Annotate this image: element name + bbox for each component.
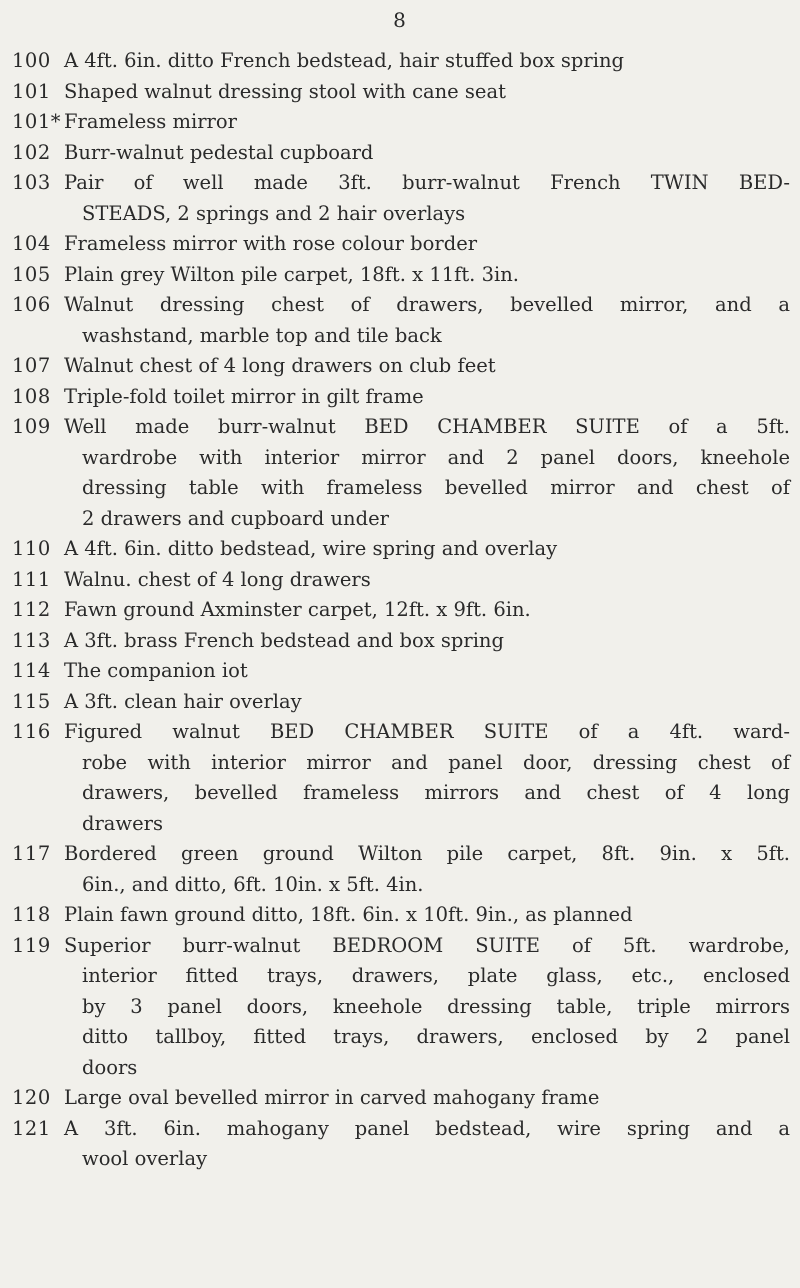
lot-description-line: ditto tallboy, fitted trays, drawers, enclosed by 2 panel	[82, 1025, 790, 1048]
lot-number: 115	[12, 689, 51, 713]
lot-description-line: A 3ft. brass French bedstead and box spring	[64, 628, 504, 652]
lot-entry	[0, 229, 800, 260]
lot-entry	[0, 46, 800, 77]
lot-number: 110	[12, 537, 51, 560]
page-number: 8	[393, 8, 407, 32]
lot-description-line: drawers	[82, 811, 163, 835]
lot-number: 101*	[12, 110, 61, 133]
lot-list	[0, 46, 800, 1175]
lot-entry	[0, 839, 800, 900]
lot-number: 111	[12, 567, 51, 591]
lot-description	[64, 351, 800, 382]
lot-number: 105	[12, 262, 51, 286]
lot-description-line: The companion iot	[64, 659, 248, 682]
lot-entry	[0, 1083, 800, 1114]
lot-number: 101	[12, 79, 51, 103]
lot-entry	[0, 534, 800, 565]
lot-number: 113	[12, 628, 51, 652]
lot-entry	[0, 900, 800, 931]
lot-description	[64, 77, 800, 108]
lot-description-line: washstand, marble top and tile back	[82, 323, 442, 347]
lot-entry	[0, 107, 800, 138]
lot-description	[64, 931, 800, 1084]
lot-number: 102	[12, 140, 51, 164]
lot-description	[64, 839, 800, 900]
lot-number: 107	[12, 354, 51, 377]
lot-entry	[0, 1114, 800, 1175]
lot-description	[64, 107, 800, 138]
lot-number: 114	[12, 659, 51, 682]
lot-description-line: wardrobe with interior mirror and 2 panel doors, kneehole	[82, 445, 790, 469]
lot-entry	[0, 77, 800, 108]
lot-entry	[0, 138, 800, 169]
lot-number: 103	[12, 171, 51, 194]
lot-description	[64, 900, 800, 931]
lot-description	[64, 626, 800, 657]
lot-description-line: Burr-walnut pedestal cupboard	[64, 140, 374, 164]
lot-description	[64, 290, 800, 351]
lot-description	[64, 46, 800, 77]
lot-description	[64, 1114, 800, 1175]
lot-description-line: Frameless mirror with rose colour border	[64, 232, 478, 255]
lot-description-line: A 3ft. 6in. mahogany panel bedstead, wire spring and a	[64, 1116, 790, 1140]
lot-number: 121	[12, 1116, 51, 1140]
lot-description-line: Plain fawn ground ditto, 18ft. 6in. x 10ft. 9in., as planned	[64, 903, 633, 926]
lot-description-line: Triple-fold toilet mirror in gilt frame	[64, 384, 424, 408]
lot-description	[64, 534, 800, 565]
lot-description-line: A 3ft. clean hair overlay	[64, 689, 302, 713]
lot-description-line: by 3 panel doors, kneehole dressing table, triple mirrors	[82, 994, 790, 1018]
lot-description-line: Shaped walnut dressing stool with cane seat	[64, 79, 506, 103]
lot-description	[64, 229, 800, 260]
lot-description	[64, 656, 800, 687]
lot-number: 109	[12, 415, 51, 438]
lot-description-line: Large oval bevelled mirror in carved mahogany frame	[64, 1086, 600, 1109]
lot-description-line: interior fitted trays, drawers, plate glass, etc., enclosed	[82, 964, 790, 987]
lot-entry	[0, 412, 800, 534]
lot-entry	[0, 290, 800, 351]
lot-description	[64, 412, 800, 534]
lot-description-line: Fawn ground Axminster carpet, 12ft. x 9ft. 6in.	[64, 598, 531, 621]
lot-description	[64, 1083, 800, 1114]
lot-entry	[0, 595, 800, 626]
lot-entry	[0, 717, 800, 839]
lot-number: 117	[12, 842, 51, 865]
lot-description-line: A 4ft. 6in. ditto French bedstead, hair stuffed box spring	[64, 49, 625, 72]
lot-description-line: A 4ft. 6in. ditto bedstead, wire spring and overlay	[64, 537, 558, 560]
lot-description	[64, 717, 800, 839]
lot-description-line: STEADS, 2 springs and 2 hair overlays	[82, 201, 466, 225]
lot-number: 116	[12, 720, 51, 743]
lot-number: 119	[12, 933, 51, 957]
lot-number: 108	[12, 384, 51, 408]
lot-description-line: Walnu. chest of 4 long drawers	[64, 567, 371, 591]
lot-entry	[0, 656, 800, 687]
lot-description-line: Walnut chest of 4 long drawers on club feet	[64, 354, 496, 377]
lot-description-line: 6in., and ditto, 6ft. 10in. x 5ft. 4in.	[82, 872, 424, 896]
lot-entry	[0, 260, 800, 291]
lot-description-line: doors	[82, 1055, 138, 1079]
lot-number: 104	[12, 232, 51, 255]
lot-description-line: Walnut dressing chest of drawers, bevelled mirror, and a	[64, 293, 790, 316]
lot-description-line: drawers, bevelled frameless mirrors and chest of 4 long	[82, 781, 790, 804]
lot-number: 112	[12, 598, 51, 621]
lot-number: 100	[12, 49, 51, 72]
lot-description	[64, 595, 800, 626]
lot-description-line: 2 drawers and cupboard under	[82, 506, 389, 530]
lot-description-line: Bordered green ground Wilton pile carpet, 8ft. 9in. x 5ft.	[64, 842, 790, 865]
lot-description-line: Well made burr-walnut BED CHAMBER SUITE of a 5ft.	[64, 415, 790, 438]
lot-entry	[0, 565, 800, 596]
lot-description-line: wool overlay	[82, 1147, 208, 1170]
lot-description	[64, 382, 800, 413]
lot-description-line: Figured walnut BED CHAMBER SUITE of a 4ft. ward-	[64, 720, 790, 743]
lot-description	[64, 565, 800, 596]
lot-entry	[0, 382, 800, 413]
lot-entry	[0, 687, 800, 718]
lot-description-line: Pair of well made 3ft. burr-walnut French TWIN BED-	[64, 171, 790, 194]
lot-description-line: Superior burr-walnut BEDROOM SUITE of 5ft. wardrobe,	[64, 933, 790, 957]
lot-description-line: Frameless mirror	[64, 110, 237, 133]
lot-number: 120	[12, 1086, 51, 1109]
lot-description	[64, 687, 800, 718]
lot-description	[64, 168, 800, 229]
lot-entry	[0, 351, 800, 382]
lot-number: 106	[12, 293, 51, 316]
lot-description-line: Plain grey Wilton pile carpet, 18ft. x 11ft. 3in.	[64, 262, 519, 286]
lot-description-line: robe with interior mirror and panel door, dressing chest of	[82, 750, 790, 774]
lot-entry	[0, 931, 800, 1084]
lot-description-line: dressing table with frameless bevelled mirror and chest of	[82, 476, 790, 499]
lot-entry	[0, 626, 800, 657]
lot-description	[64, 260, 800, 291]
lot-number: 118	[12, 903, 51, 926]
lot-entry	[0, 168, 800, 229]
lot-description	[64, 138, 800, 169]
